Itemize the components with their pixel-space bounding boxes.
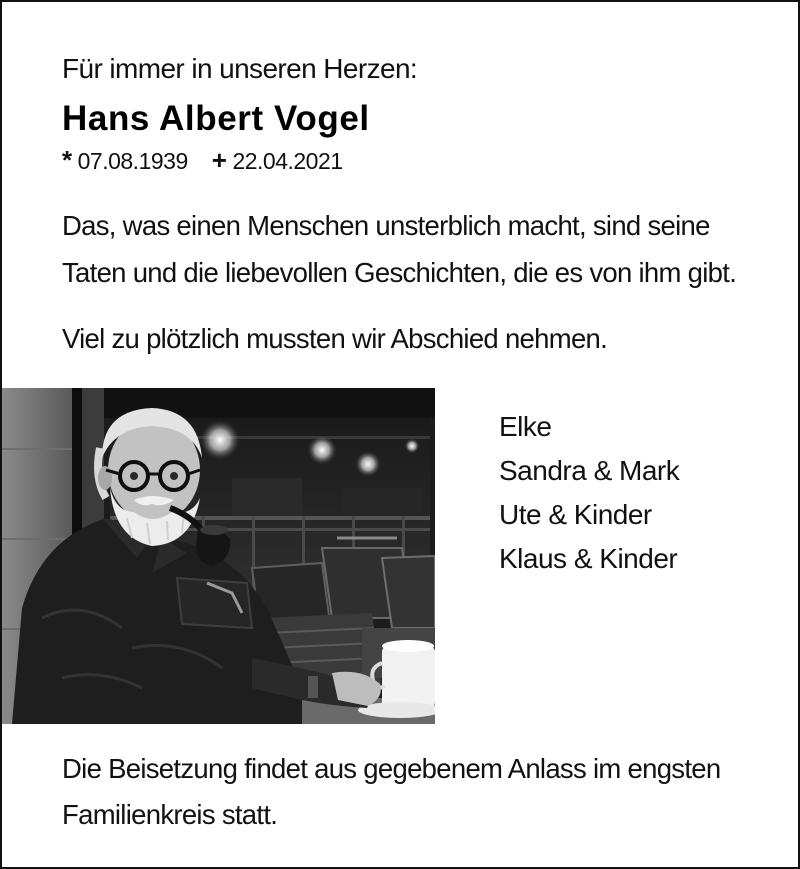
- quote-line: Das, was einen Menschen unsterblich macht, sind seine: [62, 210, 710, 241]
- mourner-name: Ute & Kinder: [499, 499, 652, 530]
- mourner-name: Elke: [499, 411, 552, 442]
- farewell-line: Viel zu plötzlich mussten wir Abschied nehmen.: [62, 323, 608, 354]
- died-date: 22.04.2021: [232, 148, 343, 174]
- burial-line: Familienkreis statt.: [62, 799, 278, 830]
- intro-line: Für immer in unseren Herzen:: [62, 53, 418, 84]
- mourners-list: [499, 405, 679, 581]
- burial-line: Die Beisetzung findet aus gegebenem Anlass im engsten: [62, 753, 721, 784]
- born-symbol: *: [62, 145, 72, 175]
- mourner-name: Sandra & Mark: [499, 455, 680, 486]
- portrait-photo: [2, 388, 435, 724]
- born-date: 07.08.1939: [77, 148, 188, 174]
- life-dates: [62, 145, 343, 176]
- memorial-quote: [62, 202, 736, 296]
- deceased-name: Hans Albert Vogel: [62, 99, 370, 138]
- mourner-name: Klaus & Kinder: [499, 543, 678, 574]
- burial-notice: [62, 746, 720, 838]
- quote-line: Taten und die liebevollen Geschichten, die es von ihm gibt.: [62, 257, 737, 288]
- died-symbol: +: [211, 145, 227, 175]
